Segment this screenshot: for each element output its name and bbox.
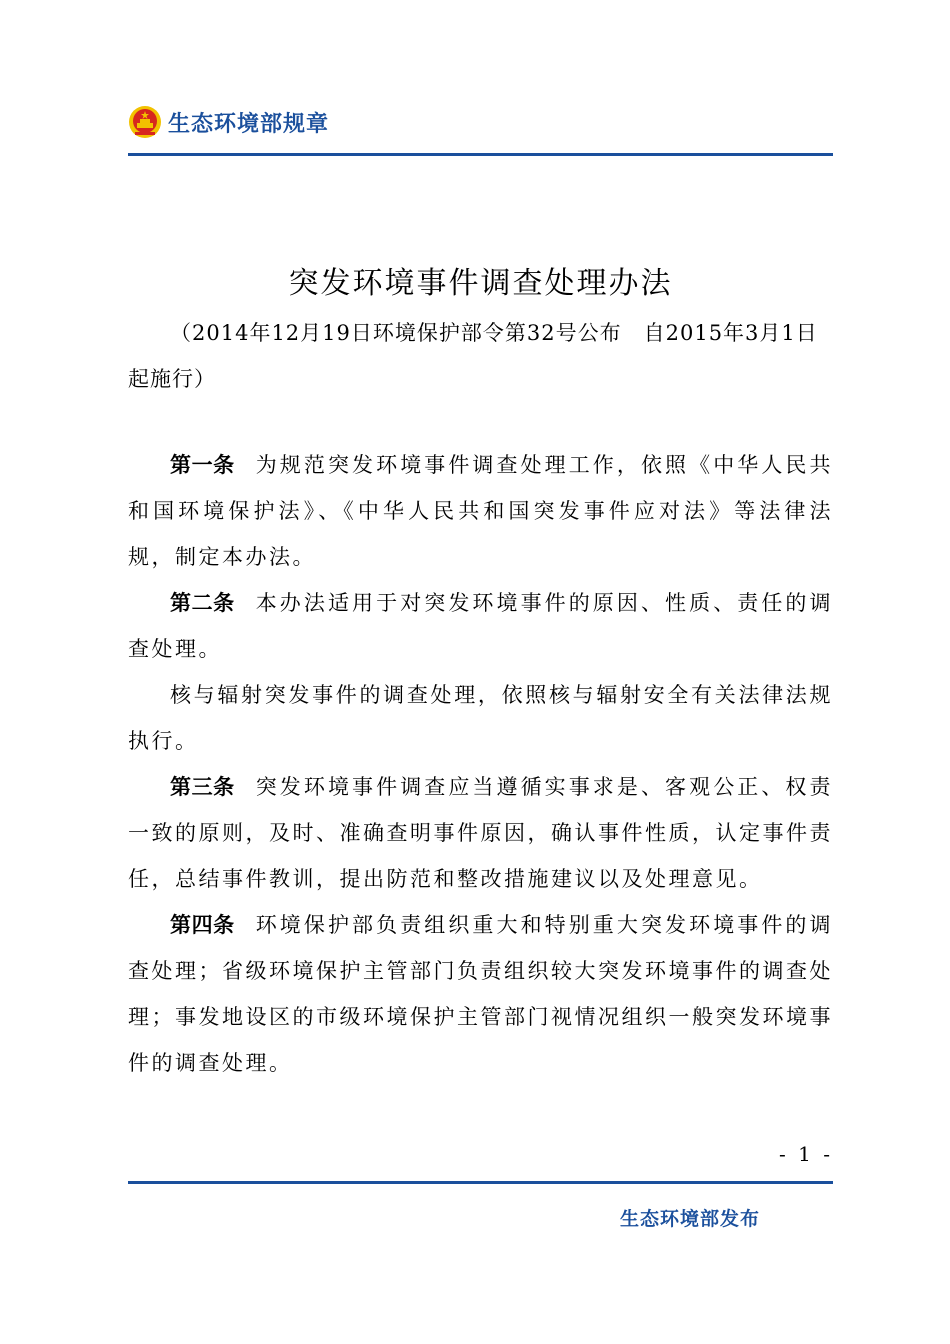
article-paragraph: [128, 902, 833, 1086]
footer-divider: [128, 1181, 833, 1184]
article-text: 为规范突发环境事件调查处理工作，依照《中华人民共和国环境保护法》、《中华人民共和国突发事件应对法》等法律法规，制定本办法。: [128, 453, 834, 569]
article-number: 第三条: [170, 775, 235, 799]
article-number: 第四条: [170, 913, 235, 937]
article-paragraph: [128, 580, 833, 672]
article-text: 突发环境事件调查应当遵循实事求是、客观公正、权责一致的原则，及时、准确查明事件原因，确认事件性质，认定事件责任，总结事件教训，提出防范和整改措施建议以及处理意见。: [128, 775, 834, 891]
header-divider: [128, 153, 833, 156]
footer-publisher: 生态环境部发布: [620, 1208, 761, 1230]
article-text: 核与辐射突发事件的调查处理，依照核与辐射安全有关法律法规执行。: [128, 683, 833, 753]
header-title: 生态环境部规章: [168, 111, 330, 137]
article-paragraph: [128, 672, 833, 764]
national-emblem-icon: [128, 105, 162, 139]
document-source: （2014年12月19日环境保护部令第32号公布 自2015年3月1日起施行）: [128, 321, 818, 391]
document-body: [128, 310, 833, 1086]
page-number: - 1 -: [779, 1142, 833, 1166]
article-number: 第一条: [170, 453, 235, 477]
article-number: 第二条: [170, 591, 235, 615]
page-header: [128, 100, 329, 144]
article-text: 环境保护部负责组织重大和特别重大突发环境事件的调查处理；省级环境保护主管部门负责组织较大突发环境事件的调查处理；事发地设区的市级环境保护主管部门视情况组织一般突发环境事件的调查处理。: [128, 913, 834, 1075]
article-text: 本办法适用于对突发环境事件的原因、性质、责任的调查处理。: [128, 591, 834, 661]
document-title: 突发环境事件调查处理办法: [288, 266, 673, 301]
article-paragraph: [128, 442, 833, 580]
article-paragraph: [128, 764, 833, 902]
